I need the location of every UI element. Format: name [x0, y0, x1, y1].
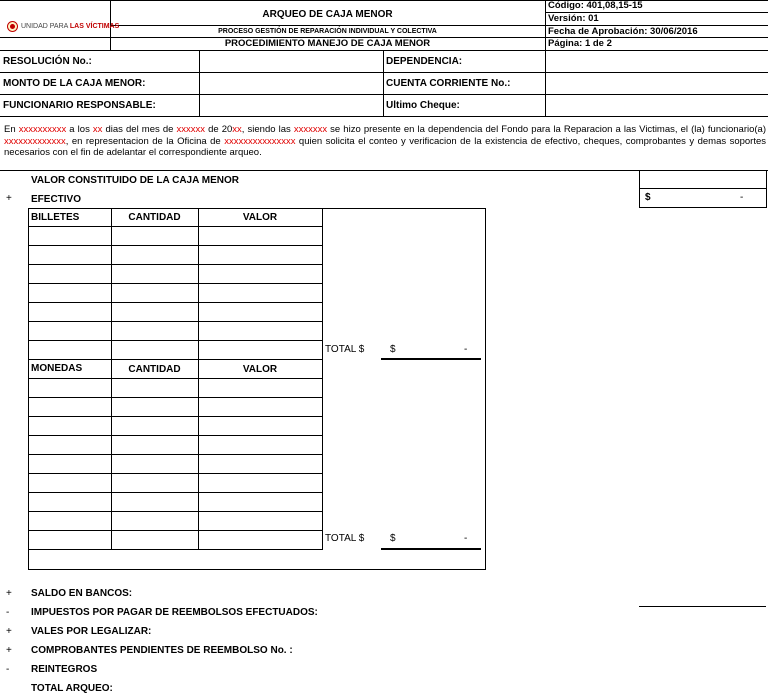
item-sign: +	[6, 645, 12, 656]
monedas-total-label: TOTAL $	[325, 533, 365, 544]
page-number: Página: 1 de 2	[548, 38, 612, 49]
monedas-total-currency: $	[390, 533, 396, 544]
billetes-total-value: -	[464, 344, 468, 355]
item-sign: +	[6, 626, 12, 637]
funcionario-label: FUNCIONARIO RESPONSABLE:	[3, 100, 156, 111]
billetes-header: BILLETES	[31, 212, 80, 223]
logo	[7, 20, 120, 34]
monedas-header: MONEDAS	[31, 363, 83, 374]
monedas-total-value: -	[464, 533, 468, 544]
procedure-title: PROCEDIMIENTO MANEJO DE CAJA MENOR	[224, 38, 431, 49]
item-sign: -	[6, 664, 10, 675]
monto-label: MONTO DE LA CAJA MENOR:	[3, 78, 146, 89]
dependencia-label: DEPENDENCIA:	[386, 56, 463, 67]
item-sign: -	[6, 607, 10, 618]
doc-title: ARQUEO DE CAJA MENOR	[262, 9, 393, 20]
logo-text-2: LAS VÍCTIMAS	[69, 23, 120, 30]
doc-version: Versión: 01	[548, 13, 599, 24]
resolucion-label: RESOLUCIÓN No.:	[3, 56, 92, 67]
cheque-label: Ultimo Cheque:	[386, 100, 460, 111]
logo-text-1: UNIDAD PARA	[21, 23, 68, 30]
item-sign: +	[6, 588, 12, 599]
doc-code: Código: 401,08,15-15	[548, 0, 643, 11]
total-arqueo-label: TOTAL ARQUEO:	[31, 683, 113, 694]
cuenta-label: CUENTA CORRIENTE No.:	[386, 78, 511, 89]
efectivo-label: EFECTIVO	[31, 194, 82, 205]
valor-constituido-label: VALOR CONSTITUIDO DE LA CAJA MENOR	[31, 175, 239, 186]
intro-paragraph: En xxxxxxxxxx a los xx dias del mes de xxxxxx de 20xx, siendo las xxxxxxx se hizo presente en la dependencia del Fondo para la Reparacion a las Victimas, el (la) funcionario(a) xxxxxxxxxxxxx, en representacion de la Oficina de xxxxxxxxxxxxxxx quien solicita el conteo y verificacion de la existencia de efectivo, cheques, comprobantes y demas soportes necesarios con el fin de adelantar el correspondiente arqueo.	[4, 124, 767, 158]
monedas-cantidad-header: CANTIDAD	[128, 364, 181, 375]
billetes-cantidad-header: CANTIDAD	[128, 212, 181, 223]
coat-of-arms-icon	[7, 21, 18, 32]
impuestos-label: IMPUESTOS POR PAGAR DE REEMBOLSOS EFECTUADOS:	[31, 607, 318, 618]
plus-sign: +	[6, 193, 12, 204]
summary-value: -	[740, 192, 744, 203]
comprobantes-label: COMPROBANTES PENDIENTES DE REEMBOLSO No. :	[31, 645, 293, 656]
billetes-total-label: TOTAL $	[325, 344, 365, 355]
reintegros-label: REINTEGROS	[31, 664, 98, 675]
monedas-valor-header: VALOR	[242, 364, 278, 375]
summary-currency: $	[645, 192, 651, 203]
saldo-bancos-label: SALDO EN BANCOS:	[31, 588, 133, 599]
process-title: PROCESO GESTIÓN DE REPARACIÓN INDIVIDUAL Y COLECTIVA	[218, 28, 437, 35]
vales-label: VALES POR LEGALIZAR:	[31, 626, 152, 637]
approval-date: Fecha de Aprobación: 30/06/2016	[548, 26, 698, 37]
billetes-total-currency: $	[390, 344, 396, 355]
billetes-valor-header: VALOR	[242, 212, 278, 223]
